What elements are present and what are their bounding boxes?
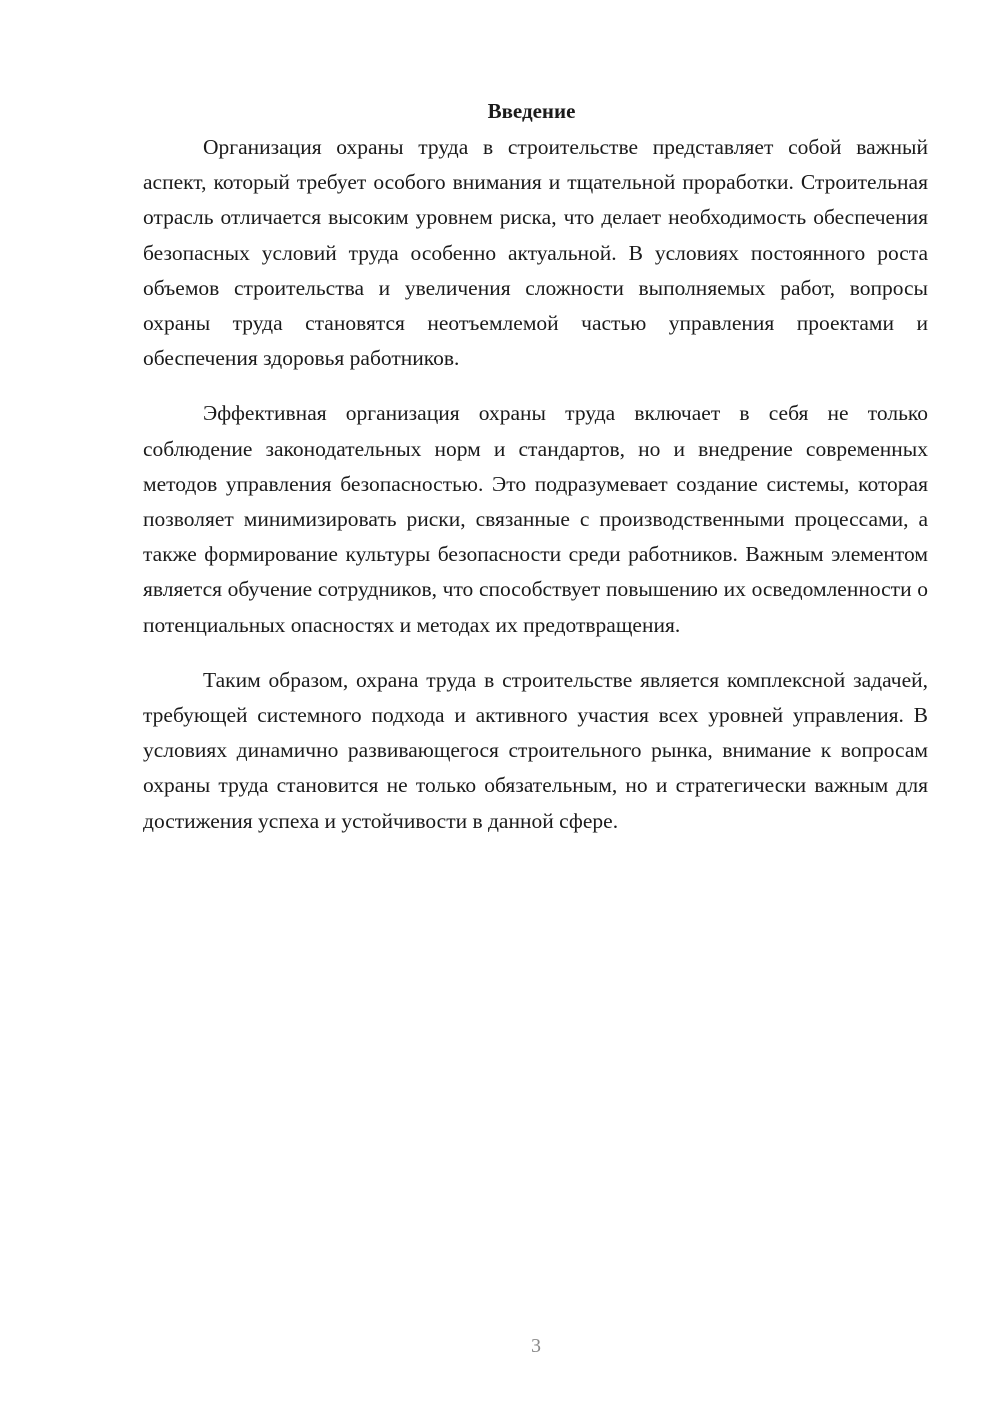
document-body [143,96,928,859]
section-heading: Введение [487,99,576,123]
page-number: 3 [531,1335,541,1357]
paragraph-3: Таким образом, охрана труда в строительстве является комплексной задачей, требующей системного подхода и активного участия всех уровней управления. В условиях динамично развивающегося строительного рынка, внимание к вопросам охраны труда становится не только обязательным, но и стратегически важным для достижения успеха и устойчивости в данной сфере. [143,667,928,833]
paragraph-1: Организация охраны труда в строительстве представляет собой важный аспект, который требует особого внимания и тщательной проработки. Строительная отрасль отличается высоким уровнем риска, что делает необходимость обеспечения безопасных условий труда особенно актуальной. В условиях постоянного роста объемов строительства и увеличения сложности выполняемых работ, вопросы охраны труда становятся неотъемлемой частью управления проектами и обеспечения здоровья работников. [143,135,928,371]
paragraph-2: Эффективная организация охраны труда включает в себя не только соблюдение законодательных норм и стандартов, но и внедрение современных методов управления безопасностью. Это подразумевает создание системы, которая позволяет минимизировать риски, связанные с производственными процессами, а также формирование культуры безопасности среди работников. Важным элементом является обучение сотрудников, что способствует повышению их осведомленности о потенциальных опасностях и методах их предотвращения. [143,401,928,637]
